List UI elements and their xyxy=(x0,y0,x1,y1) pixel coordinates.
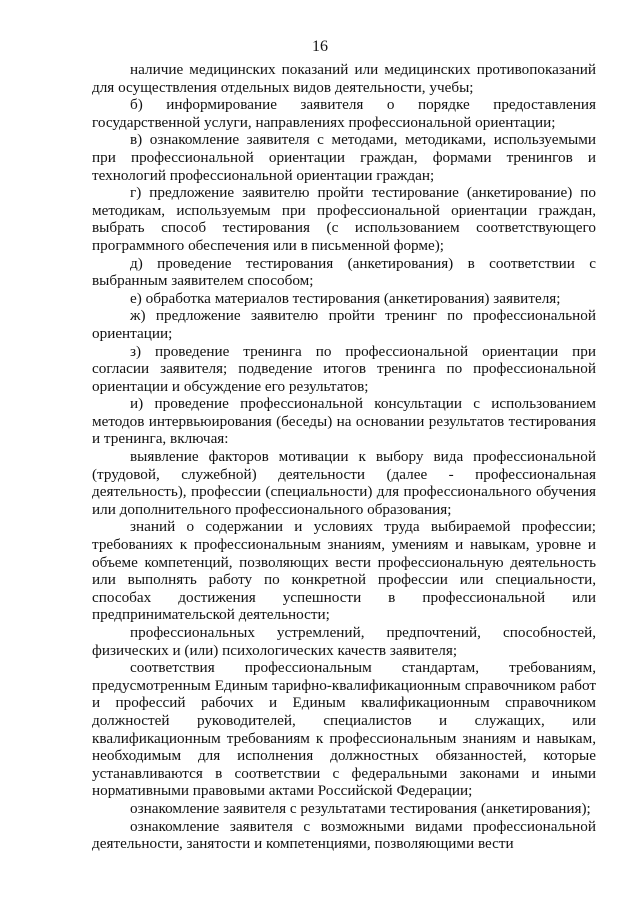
paragraph-item-g: г) предложение заявителю пройти тестирование (анкетирование) по методикам, используемым при профессиональной ориентации граждан, выбрать способ тестирования (с использованием соответствующего программного обеспечения или в письменной форме); xyxy=(92,184,596,254)
paragraph-test-results: ознакомление заявителя с результатами тестирования (анкетирования); xyxy=(130,799,591,817)
paragraph-item-v: в) ознакомление заявителя с методами, методиками, используемыми при профессиональной ориентации граждан, формами тренингов и технологий профессиональной ориентации граждан; xyxy=(92,131,596,184)
page-number: 16 xyxy=(312,38,328,55)
paragraph-standards-compliance: соответствия профессиональным стандартам, требованиям, предусмотренным Единым тарифно-квалификационным справочником работ и профессий рабочих и Единым квалификационным справочником должностей руководителей, специалистов и служащих, или квалификационным требованиям к профессиональным знаниям и навыкам, необходимым для исполнения должностных обязанностей, которые устанавливаются в соответствии с федеральными законами и иными нормативными правовыми актами Российской Федерации; xyxy=(92,659,596,800)
paragraph-aspirations: профессиональных устремлений, предпочтений, способностей, физических и (или) психологических качеств заявителя; xyxy=(92,624,596,659)
paragraph-item-z: з) проведение тренинга по профессиональной ориентации при согласии заявителя; подведение итогов тренинга по профессиональной ориентации и обсуждение его результатов; xyxy=(92,342,596,395)
paragraph-knowledge: знаний о содержании и условиях труда выбираемой профессии; требованиях к профессиональным знаниям, умениям и навыкам, уровне и объеме компетенций, позволяющих вести профессиональную деятельность или выполнять работу по конкретной профессии или специальности, способах достижения успешности в профессиональной или предпринимательской деятельности; xyxy=(92,518,596,624)
paragraph-item-zh: ж) предложение заявителю пройти тренинг по профессиональной ориентации; xyxy=(92,307,596,342)
document-body xyxy=(92,61,596,853)
paragraph-item-e: е) обработка материалов тестирования (анкетирования) заявителя; xyxy=(130,289,561,307)
paragraph-item-b: б) информирование заявителя о порядке предоставления государственной услуги, направлениях профессиональной ориентации; xyxy=(92,96,596,131)
paragraph-item-i: и) проведение профессиональной консультации с использованием методов интервьюирования (беседы) на основании результатов тестирования и тренинга, включая: xyxy=(92,395,596,448)
paragraph-item-d: д) проведение тестирования (анкетирования) в соответствии с выбранным заявителем способом; xyxy=(92,254,596,290)
paragraph-activity-types: ознакомление заявителя с возможными видами профессиональной деятельности, занятости и компетенциями, позволяющими вести xyxy=(92,817,596,853)
paragraph-motivation-factors: выявление факторов мотивации к выбору вида профессиональной (трудовой, служебной) деятельности (далее - профессиональная деятельность), профессии (специальности) для профессионального обучения или дополнительного профессионального образования; xyxy=(92,448,596,518)
paragraph-medical-indications: наличие медицинских показаний или медицинских противопоказаний для осуществления отдельных видов деятельности, учебы; xyxy=(92,61,596,96)
